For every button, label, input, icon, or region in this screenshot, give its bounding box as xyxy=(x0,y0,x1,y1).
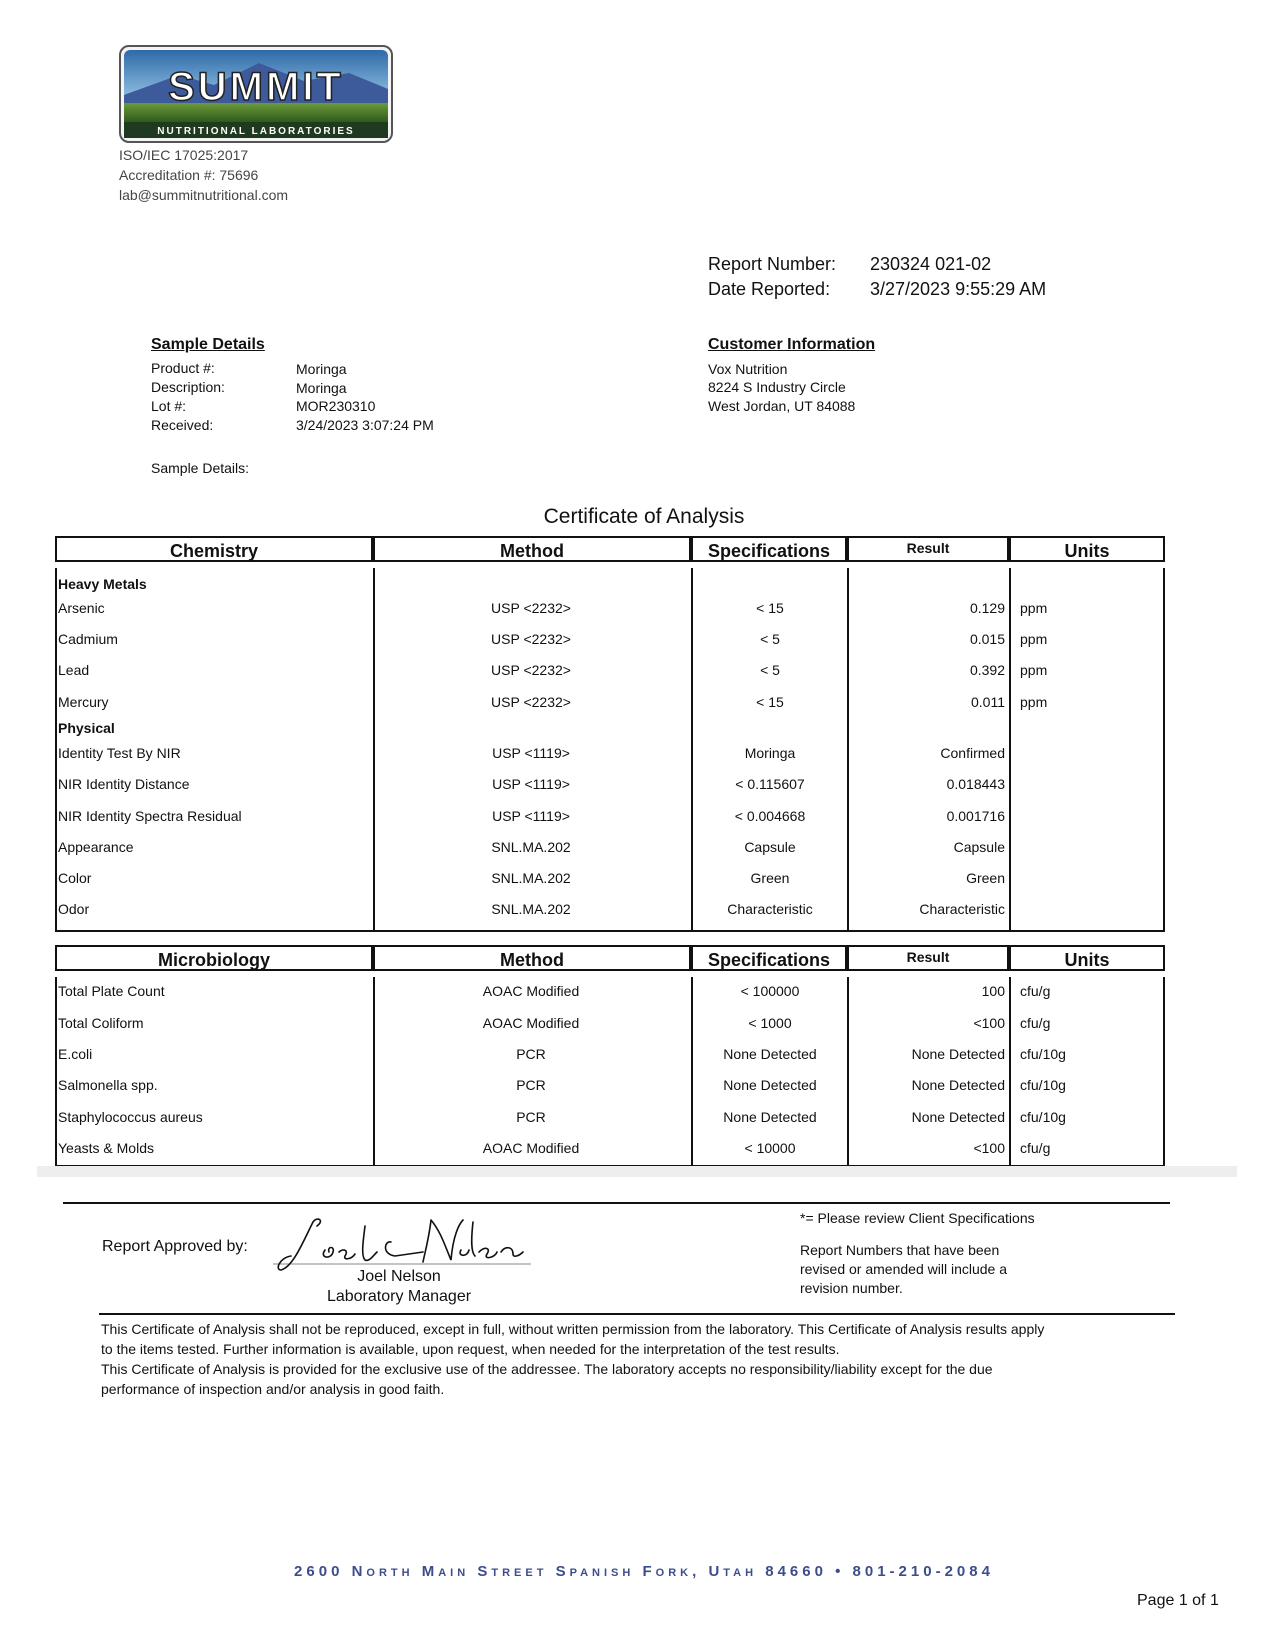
test-result: 0.011 xyxy=(971,694,1005,710)
test-name: Arsenic xyxy=(58,600,105,616)
received-value: 3/24/2023 3:07:24 PM xyxy=(296,417,434,433)
table-row xyxy=(55,624,1165,655)
test-result: 0.001716 xyxy=(946,808,1005,824)
table-row xyxy=(55,655,1165,686)
test-method: USP <1119> xyxy=(492,776,570,792)
group-heavy-metals: Heavy Metals xyxy=(58,576,147,592)
test-unit: cfu/g xyxy=(1020,1015,1051,1031)
table-row xyxy=(55,976,1165,1007)
test-method: USP <2232> xyxy=(491,694,571,710)
disclaimer-line-3: This Certificate of Analysis is provided for the exclusive use of the addressee. The laboratory accepts no responsibility/liability except for the due xyxy=(101,1361,993,1377)
units-col-header: Units xyxy=(1009,536,1165,562)
report-number-label: Report Number: xyxy=(708,254,837,274)
test-method: USP <1119> xyxy=(492,808,570,824)
test-spec: None Detected xyxy=(723,1077,817,1093)
disclaimer-line-1: This Certificate of Analysis shall not be reproduced, except in full, without written permission from the laboratory. This Certificate of Analysis results apply xyxy=(101,1321,1045,1337)
sample-details-extra-label: Sample Details: xyxy=(151,460,250,476)
test-name: Odor xyxy=(58,901,90,917)
table-row xyxy=(55,1070,1165,1101)
method-col-header: Method xyxy=(373,536,691,562)
test-name: E.coli xyxy=(58,1046,93,1062)
spec-col-header: Specifications xyxy=(691,945,847,971)
revision-note-line-2: revised or amended will include a xyxy=(800,1261,1007,1277)
microbiology-table xyxy=(55,945,1165,1167)
iso-standard: ISO/IEC 17025:2017 xyxy=(119,147,249,163)
test-method: SNL.MA.202 xyxy=(491,839,571,855)
revision-note-line-3: revision number. xyxy=(800,1280,903,1296)
test-result: Confirmed xyxy=(940,745,1005,761)
microbiology-header xyxy=(55,945,1165,971)
test-unit: cfu/g xyxy=(1020,983,1051,999)
group-physical: Physical xyxy=(58,720,115,736)
disclaimer-line-2: to the items tested. Further information is available, upon request, when needed for the interpretation of the test results. xyxy=(101,1341,840,1357)
table-row xyxy=(55,1039,1165,1070)
test-method: SNL.MA.202 xyxy=(491,901,571,917)
test-name: Color xyxy=(58,870,92,886)
test-result: None Detected xyxy=(911,1109,1005,1125)
test-spec: None Detected xyxy=(723,1046,817,1062)
lab-logo xyxy=(119,45,393,143)
chemistry-col-header: Chemistry xyxy=(55,536,373,562)
svg-text:SUMMIT: SUMMIT xyxy=(168,65,344,109)
test-method: SNL.MA.202 xyxy=(491,870,571,886)
test-spec: < 10000 xyxy=(744,1140,796,1156)
test-result: <100 xyxy=(973,1015,1005,1031)
test-name: Lead xyxy=(58,662,90,678)
certificate-title: Certificate of Analysis xyxy=(543,505,745,528)
description-value: Moringa xyxy=(296,380,347,396)
signer-title: Laboratory Manager xyxy=(326,1288,472,1305)
test-method: USP <2232> xyxy=(491,600,571,616)
date-reported-label: Date Reported: xyxy=(708,279,831,299)
test-spec: < 100000 xyxy=(740,983,800,999)
lot-value: MOR230310 xyxy=(296,398,376,414)
test-unit: cfu/10g xyxy=(1020,1077,1066,1093)
table-row xyxy=(55,1008,1165,1039)
divider-band xyxy=(37,1166,1237,1177)
test-result: None Detected xyxy=(911,1077,1005,1093)
test-spec: Characteristic xyxy=(727,901,813,917)
table-row xyxy=(55,769,1165,800)
divider-line xyxy=(99,1313,1175,1315)
customer-city: West Jordan, UT 84088 xyxy=(708,398,856,414)
table-row xyxy=(55,832,1165,863)
test-spec: < 1000 xyxy=(748,1015,792,1031)
test-unit: ppm xyxy=(1020,600,1048,616)
test-unit: cfu/10g xyxy=(1020,1109,1066,1125)
test-result: 0.018443 xyxy=(946,776,1005,792)
test-spec: < 5 xyxy=(760,662,780,678)
test-method: AOAC Modified xyxy=(482,983,580,999)
test-unit: cfu/10g xyxy=(1020,1046,1066,1062)
received-label: Received: xyxy=(151,417,214,433)
test-spec: Moringa xyxy=(744,745,796,761)
test-result: None Detected xyxy=(911,1046,1005,1062)
disclaimer-line-4: performance of inspection and/or analysis in good faith. xyxy=(101,1381,445,1397)
test-name: NIR Identity Distance xyxy=(58,776,190,792)
test-unit: ppm xyxy=(1020,662,1048,678)
mountain-logo-icon xyxy=(119,45,393,143)
test-spec: < 5 xyxy=(760,631,780,647)
test-result: Green xyxy=(966,870,1005,886)
customer-info-title: Customer Information xyxy=(708,336,876,353)
test-name: Salmonella spp. xyxy=(58,1077,158,1093)
test-name: Mercury xyxy=(58,694,109,710)
test-method: AOAC Modified xyxy=(482,1015,580,1031)
test-name: Identity Test By NIR xyxy=(58,745,181,761)
test-result: 0.129 xyxy=(969,600,1005,616)
table-row xyxy=(55,801,1165,832)
test-method: USP <1119> xyxy=(492,745,570,761)
table-row xyxy=(55,738,1165,769)
test-name: Staphylococcus aureus xyxy=(58,1109,203,1125)
chemistry-table xyxy=(55,536,1165,932)
svg-text:NUTRITIONAL LABORATORIES: NUTRITIONAL LABORATORIES xyxy=(157,126,355,137)
lab-email: lab@summitnutritional.com xyxy=(119,187,289,203)
microbiology-col-header: Microbiology xyxy=(55,945,373,971)
test-method: PCR xyxy=(516,1109,546,1125)
test-spec: Capsule xyxy=(744,839,796,855)
lab-address: 2600 North Main Street Spanish Fork, Utah 84660 • 801-210-2084 xyxy=(294,1563,994,1580)
test-name: NIR Identity Spectra Residual xyxy=(58,808,242,824)
client-spec-note: *= Please review Client Specifications xyxy=(800,1210,1035,1226)
result-col-header: Result xyxy=(847,536,1009,562)
test-spec: Green xyxy=(750,870,790,886)
test-result: 100 xyxy=(981,983,1005,999)
test-method: PCR xyxy=(516,1046,546,1062)
test-method: AOAC Modified xyxy=(482,1140,580,1156)
test-unit: ppm xyxy=(1020,694,1048,710)
test-method: USP <2232> xyxy=(491,662,571,678)
approved-by-label: Report Approved by: xyxy=(102,1238,248,1255)
method-col-header: Method xyxy=(373,945,691,971)
accreditation-number: Accreditation #: 75696 xyxy=(119,167,259,183)
table-row xyxy=(55,894,1165,925)
table-row xyxy=(55,593,1165,624)
test-result: 0.015 xyxy=(969,631,1005,647)
signer-name: Joel Nelson xyxy=(357,1268,441,1285)
test-method: PCR xyxy=(516,1077,546,1093)
sample-details-title: Sample Details xyxy=(151,336,265,353)
test-name: Yeasts & Molds xyxy=(58,1140,154,1156)
test-result: 0.392 xyxy=(969,662,1005,678)
test-name: Cadmium xyxy=(58,631,118,647)
table-row xyxy=(55,863,1165,894)
page-number: Page 1 of 1 xyxy=(1137,1592,1219,1609)
test-spec: < 0.115607 xyxy=(735,776,805,792)
table-row xyxy=(55,1133,1165,1164)
test-spec: < 15 xyxy=(756,600,784,616)
description-label: Description: xyxy=(151,379,225,395)
test-result: Characteristic xyxy=(919,901,1005,917)
test-unit: cfu/g xyxy=(1020,1140,1051,1156)
customer-name: Vox Nutrition xyxy=(708,361,788,377)
spec-col-header: Specifications xyxy=(691,536,847,562)
test-name: Total Plate Count xyxy=(58,983,165,999)
product-value: Moringa xyxy=(296,361,347,377)
test-method: USP <2232> xyxy=(491,631,571,647)
test-result: <100 xyxy=(973,1140,1005,1156)
product-label: Product #: xyxy=(151,360,215,376)
table-row xyxy=(55,1102,1165,1133)
date-reported-value: 3/27/2023 9:55:29 AM xyxy=(870,279,1047,299)
units-col-header: Units xyxy=(1009,945,1165,971)
result-col-header: Result xyxy=(847,945,1009,971)
revision-note-line-1: Report Numbers that have been xyxy=(800,1242,1000,1258)
customer-street: 8224 S Industry Circle xyxy=(708,379,846,395)
test-spec: None Detected xyxy=(723,1109,817,1125)
test-name: Appearance xyxy=(58,839,134,855)
report-number-value: 230324 021-02 xyxy=(870,254,992,274)
test-unit: ppm xyxy=(1020,631,1048,647)
chemistry-header xyxy=(55,536,1165,562)
test-spec: < 0.004668 xyxy=(734,808,806,824)
test-name: Total Coliform xyxy=(58,1015,144,1031)
lot-label: Lot #: xyxy=(151,398,187,414)
divider-line xyxy=(63,1202,1170,1204)
test-result: Capsule xyxy=(953,839,1005,855)
test-spec: < 15 xyxy=(756,694,784,710)
